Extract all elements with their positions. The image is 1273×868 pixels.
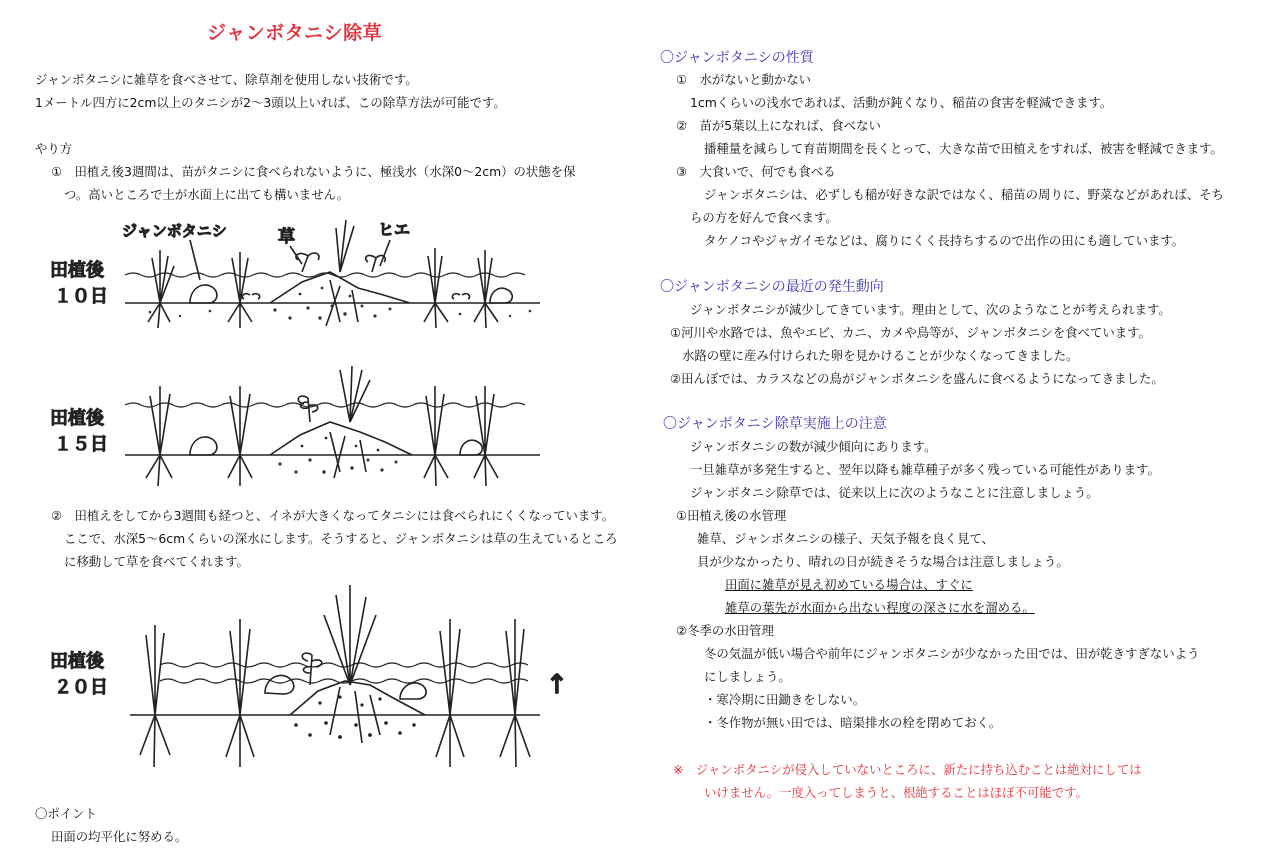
snail-c1 (265, 675, 294, 694)
cautions-line: 貝が少なかったり、晴れの日が続きそうな場合は注意しましょう。 (697, 554, 1069, 569)
rice-plant-c1 (140, 625, 170, 767)
warning-line-2: いけません。一度入ってしまうと、根絶することはほぼ不可能です。 (704, 785, 1088, 800)
snail-c2 (400, 683, 426, 699)
sprout-a1 (242, 294, 259, 299)
label-jumbo-snail: ジャンボタニシ (122, 222, 227, 240)
rice-plant-a2 (228, 252, 252, 328)
rice-paddy-illustration-early (40, 210, 600, 500)
rice-plant-b1 (146, 386, 172, 486)
intro-line-1: ジャンボタニシに雑草を食べさせて、除草剤を使用しない技術です。 (35, 72, 418, 87)
snail-a1 (190, 285, 217, 303)
panel-a-label-2: １０日 (54, 286, 108, 307)
cautions-emphasis-line: 田面に雑草が見え初めている場合は、すぐに (725, 577, 973, 592)
rice-paddy-illustration-deep-water (40, 575, 600, 775)
rice-plant-a3 (424, 248, 448, 328)
snail-b2 (460, 440, 482, 455)
water-line-b (125, 403, 525, 407)
panel-c-label-1: 田植後 (50, 651, 104, 672)
properties-line: ① 水がないと動かない (676, 72, 812, 87)
section-heading-cautions: 〇ジャンボタニシ除草実施上の注意 (663, 416, 887, 432)
properties-line: 1cmくらいの浅水であれば、活動が鈍くなり、稲苗の食害を軽減できます。 (690, 95, 1113, 110)
cautions-line: 一旦雑草が多発生すると、翌年以降も雑草種子が多く残っている可能性があります。 (690, 462, 1160, 477)
rice-plant-b3 (424, 386, 448, 486)
soil-dots-c (294, 695, 415, 739)
step1-line-1: ① 田植え後3週間は、苗がタニシに食べられないように、極浅水（水深0～2cm）の状態を保 (51, 164, 576, 179)
cautions-line: ・寒冷期に田鋤きをしない。 (704, 692, 866, 707)
step2-line-1: ② 田植えをしてから3週間も経つと、イネが大きくなってタニシには食べられにくくなっています。 (51, 508, 615, 523)
rice-plant-c4 (500, 619, 530, 767)
grass-weed-c (302, 653, 322, 685)
hie-weed-b (340, 366, 370, 422)
cautions-line: 冬の気温が低い場合や前年にジャンボタニシが少なかった田では、田が乾きすぎないよう (704, 646, 1200, 661)
snail-a2 (490, 288, 512, 303)
panel-a-label-1: 田植後 (50, 260, 104, 281)
section-heading-trends: 〇ジャンボタニシの最近の発生動向 (660, 279, 884, 295)
grass-weed-a (296, 253, 319, 272)
cautions-subheading-water: ①田植え後の水管理 (676, 508, 787, 523)
warning-line-1: ※ ジャンボタニシが侵入していないところに、新たに持ち込むことは絶対にしては (673, 762, 1142, 777)
intro-line-2: 1メートル四方に2cm以上のタニシが2～3頭以上いれば、この除草方法が可能です。 (35, 95, 506, 110)
trends-line: ①河川や水路では、魚やエビ、カニ、カメや鳥等が、ジャンボタニシを食べています。 (670, 325, 1151, 340)
cautions-line: にしましょう。 (704, 669, 791, 684)
method-heading: やり方 (35, 141, 73, 156)
step2-line-2: ここで、水深5～6cmくらいの深水にします。そうすると、ジャンボタニシは草の生えているところ (64, 531, 618, 546)
panel-c-label-2: ２０日 (54, 677, 108, 698)
snail-b1 (190, 437, 217, 455)
rice-plant-c2 (226, 619, 254, 767)
rice-plant-b4 (474, 386, 498, 486)
properties-line: ③ 大食いで、何でも食べる (676, 164, 836, 179)
trends-line: ジャンボタニシが減少してきています。理由として、次のようなことが考えられます。 (690, 302, 1171, 317)
rice-plant-a4 (474, 250, 498, 328)
panel-b-label-1: 田植後 (50, 408, 104, 429)
cautions-subheading-winter: ②冬季の水田管理 (676, 623, 774, 638)
cautions-emphasis-line: 雑草の葉先が水面から出ない程度の深さに水を溜める。 (725, 600, 1035, 615)
cautions-line: 雑草、ジャンボタニシの様子、天気予報を良く見て、 (697, 531, 994, 546)
rice-plant-b2 (228, 386, 252, 486)
rice-plant-c3 (436, 619, 464, 767)
rice-plant-a1 (148, 250, 174, 328)
panel-b-label-2: １５日 (54, 434, 108, 455)
properties-line: 播種量を減らして育苗期間を長くとって、大きな苗で田植えをすれば、被害を軽減できます。 (704, 141, 1223, 156)
hie-weed-a (336, 220, 354, 272)
sprout-a2 (452, 294, 469, 299)
trends-line: 水路の壁に産み付けられた卵を見かけることが少なくなってきました。 (682, 348, 1079, 363)
cautions-line: ジャンボタニシ除草では、従来以上に次のようなことに注意しましょう。 (690, 485, 1099, 500)
properties-line: らの方を好んで食べます。 (690, 210, 838, 225)
grass-weed-b (298, 396, 318, 422)
label-hie: ヒエ (378, 220, 411, 239)
properties-line: タケノコやジャガイモなどは、腐りにくく長持ちするので出作の田にも適しています。 (704, 233, 1185, 248)
point-text: 田面の均平化に努める。 (51, 829, 188, 844)
page-title: ジャンボタニシ除草 (207, 22, 383, 44)
point-heading: 〇ポイント (35, 806, 97, 821)
trends-line: ②田んぼでは、カラスなどの鳥がジャンボタニシを盛んに食べるようになってきました。 (670, 371, 1164, 386)
step2-line-3: に移動して草を食べてくれます。 (64, 554, 249, 569)
cautions-line: ジャンボタニシの数が減少傾向にあります。 (690, 439, 937, 454)
label-grass: 草 (278, 227, 295, 247)
section-heading-properties: 〇ジャンボタニシの性質 (660, 50, 814, 66)
step1-line-2: つ。高いところで土が水面上に出ても構いません。 (64, 187, 350, 202)
cautions-line: ・冬作物が無い田では、暗渠排水の栓を閉めておく。 (704, 715, 1002, 730)
properties-line: ② 苗が5葉以上になれば、食べない (676, 118, 881, 133)
hie-pointer-line (380, 240, 390, 266)
properties-line: ジャンボタニシは、必ずしも稲が好きな訳ではなく、稲苗の周りに、野菜などがあれば、そち (704, 187, 1224, 202)
tall-weed-c (324, 585, 376, 685)
water-rise-arrow-icon: ↑ (546, 670, 568, 700)
water-line-c1 (160, 663, 528, 667)
